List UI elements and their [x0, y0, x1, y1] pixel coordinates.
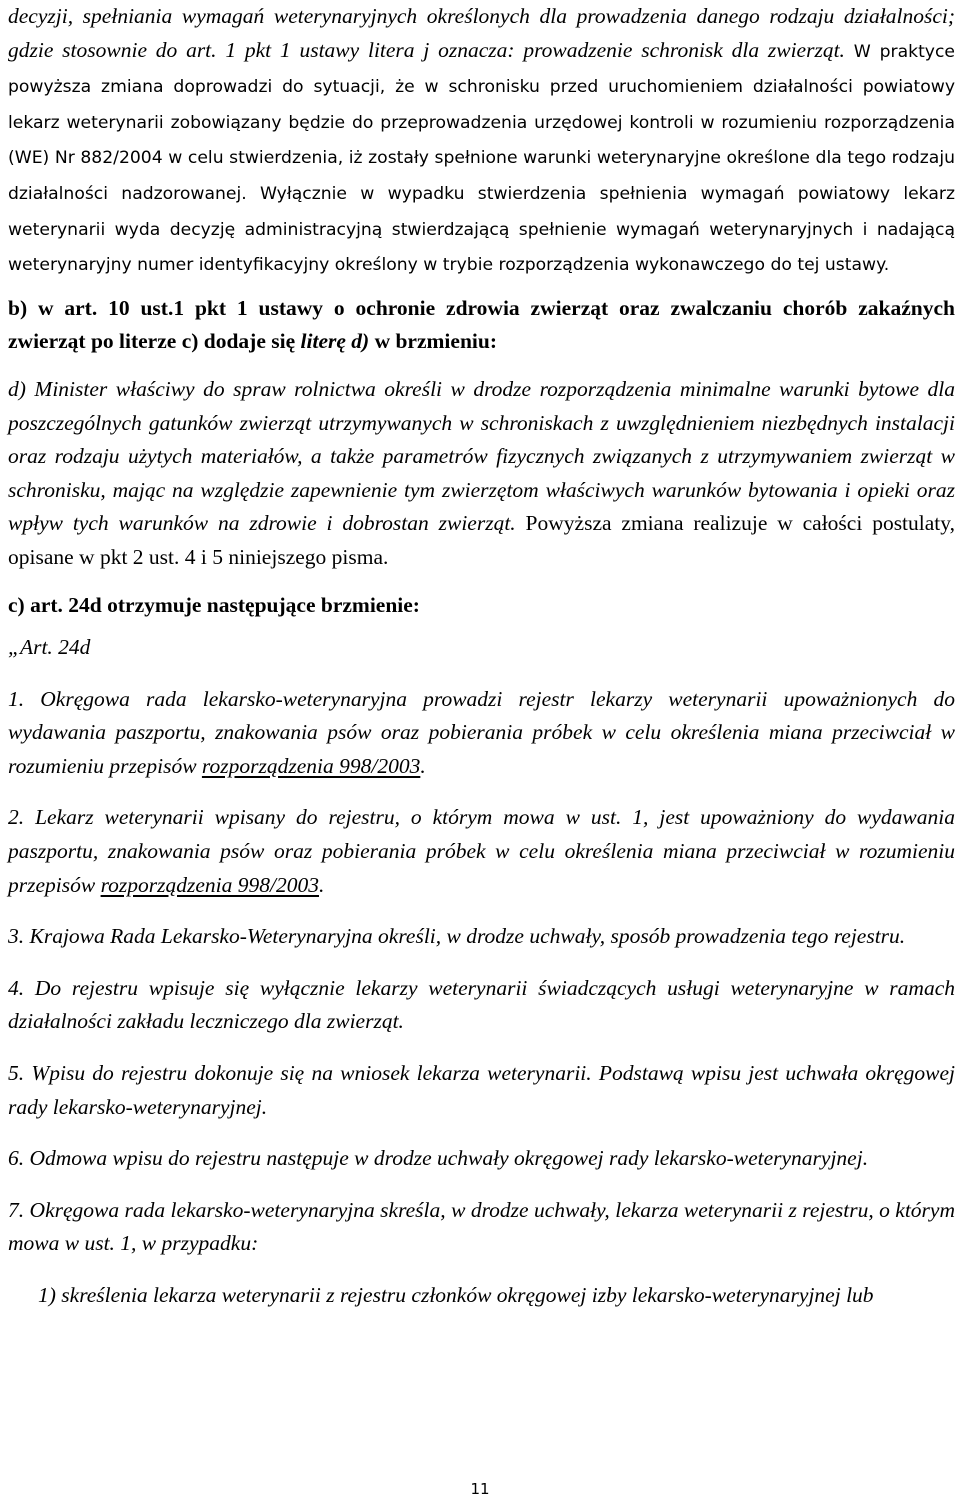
page-number: 11 [470, 1480, 490, 1498]
intro-italic-text-cont: oznacza: prowadzenie schronisk dla zwierząt. [429, 37, 854, 62]
article-heading: „Art. 24d [8, 635, 91, 660]
letter-d-comment: Powyższa zmiana realizuje w całości postulaty, opisane w pkt 2 ust. 4 i 5 niniejszego pisma. [8, 511, 955, 569]
article-point-6: 6. Odmowa wpisu do rejestru następuje w drodze uchwały okręgowej rady lekarsko-weterynaryjnej. [8, 1146, 869, 1171]
section-b-text: b) w art. 10 ust.1 pkt 1 ustawy o ochronie zdrowia zwierząt oraz zwalczaniu chorób zakaźnych zwierząt po literze c) dodaje się [8, 295, 955, 354]
regulation-link-1[interactable]: rozporządzenia 998/2003 [201, 753, 421, 778]
point-1-end: . [420, 753, 426, 778]
article-point-7-item-1: 1) skreślenia lekarza weterynarii z rejestru członków okręgowej izby lekarsko-weterynaryjnej lub [38, 1283, 874, 1307]
section-b-text-end: w brzmieniu: [369, 329, 497, 354]
intro-explanation-cont: Wyłącznie w wypadku stwierdzenia spełnienia wymagań powiatowy lekarz weterynarii wyda decyzję administracyjną stwierdzającą spełnienie wymagań weterynaryjnych i nadającą weterynaryjny numer identyfikacyjny określony w trybie rozporządzenia wykonawczego do tej ustawy. [8, 183, 955, 276]
intro-letter-j: j [423, 37, 430, 62]
article-point-3: 3. Krajowa Rada Lekarsko-Weterynaryjna określi, w drodze uchwały, sposób prowadzenia tego rejestru. [8, 924, 906, 949]
intro-italic-text: decyzji, spełniania wymagań weterynaryjnych określonych dla prowadzenia danego rodzaju działalności; gdzie stosownie do art. 1 pkt 1 ustawy litera [8, 4, 955, 62]
intro-explanation: W praktyce powyższa zmiana doprowadzi do sytuacji, że w schronisku przed uruchomieniem działalności powiatowy lekarz weterynarii zobowiązany będzie do przeprowadzenia urzędowej kontroli w rozumieniu rozporządzenia (WE) Nr 882/2004 w celu stwierdzenia, iż zostały spełnione warunki weterynaryjne określone dla tego rodzaju działalności nadzorowanej. [8, 41, 956, 204]
section-c-heading: c) art. 24d otrzymuje następujące brzmienie: [8, 592, 420, 617]
letter-d-text: d) Minister właściwy do spraw rolnictwa określi w drodze rozporządzenia minimalne warunki bytowe dla poszczególnych gatunków zwierząt utrzymywanych w schroniskach z uwzględnieniem niezbędnych instalacji oraz rodzaju użytych materiałów, a także parametrów fizycznych związanych z utrzymywaniem zwierząt w schronisku, mając na względzie zapewnienie tym zwierzętom właściwych warunków bytowania i opieki oraz wpływ tych warunków na zdrowie i dobrostan zwierząt. [8, 376, 955, 536]
article-point-2 [8, 801, 955, 902]
point-2-text: 2. Lekarz weterynarii wpisany do rejestru, o którym mowa w ust. 1, jest upoważniony do wydawania paszportu, znakowania psów oraz pobierania próbek w celu określenia miana przeciwciał w rozumieniu przepisów [8, 805, 955, 897]
letter-d-paragraph [8, 373, 955, 575]
article-point-4: 4. Do rejestru wpisuje się wyłącznie lekarzy weterynarii świadczących usługi weterynaryjne w ramach działalności zakładu leczniczego dla zwierząt. [8, 975, 955, 1034]
intro-paragraph [8, 0, 955, 283]
article-point-1 [8, 683, 955, 784]
article-point-5: 5. Wpisu do rejestru dokonuje się na wniosek lekarza weterynarii. Podstawą wpisu jest uchwała okręgowej rady lekarsko-weterynaryjnej. [8, 1061, 955, 1119]
section-b-letter: literę d) [300, 329, 370, 354]
section-b-heading [8, 292, 955, 359]
document-page [8, 0, 955, 1313]
point-1-text: 1. Okręgowa rada lekarsko-weterynaryjna prowadzi rejestr lekarzy weterynarii upoważnionych do wydawania paszportu, znakowania psów oraz pobierania próbek w celu określenia miana przeciwciał w rozumieniu przepisów [8, 686, 955, 778]
article-point-7: 7. Okręgowa rada lekarsko-weterynaryjna skreśla, w drodze uchwały, lekarza weterynarii z rejestru, o którym mowa w ust. 1, w przypadku: [8, 1197, 955, 1256]
regulation-link-2[interactable]: rozporządzenia 998/2003 [100, 872, 319, 897]
point-2-end: . [319, 872, 325, 897]
